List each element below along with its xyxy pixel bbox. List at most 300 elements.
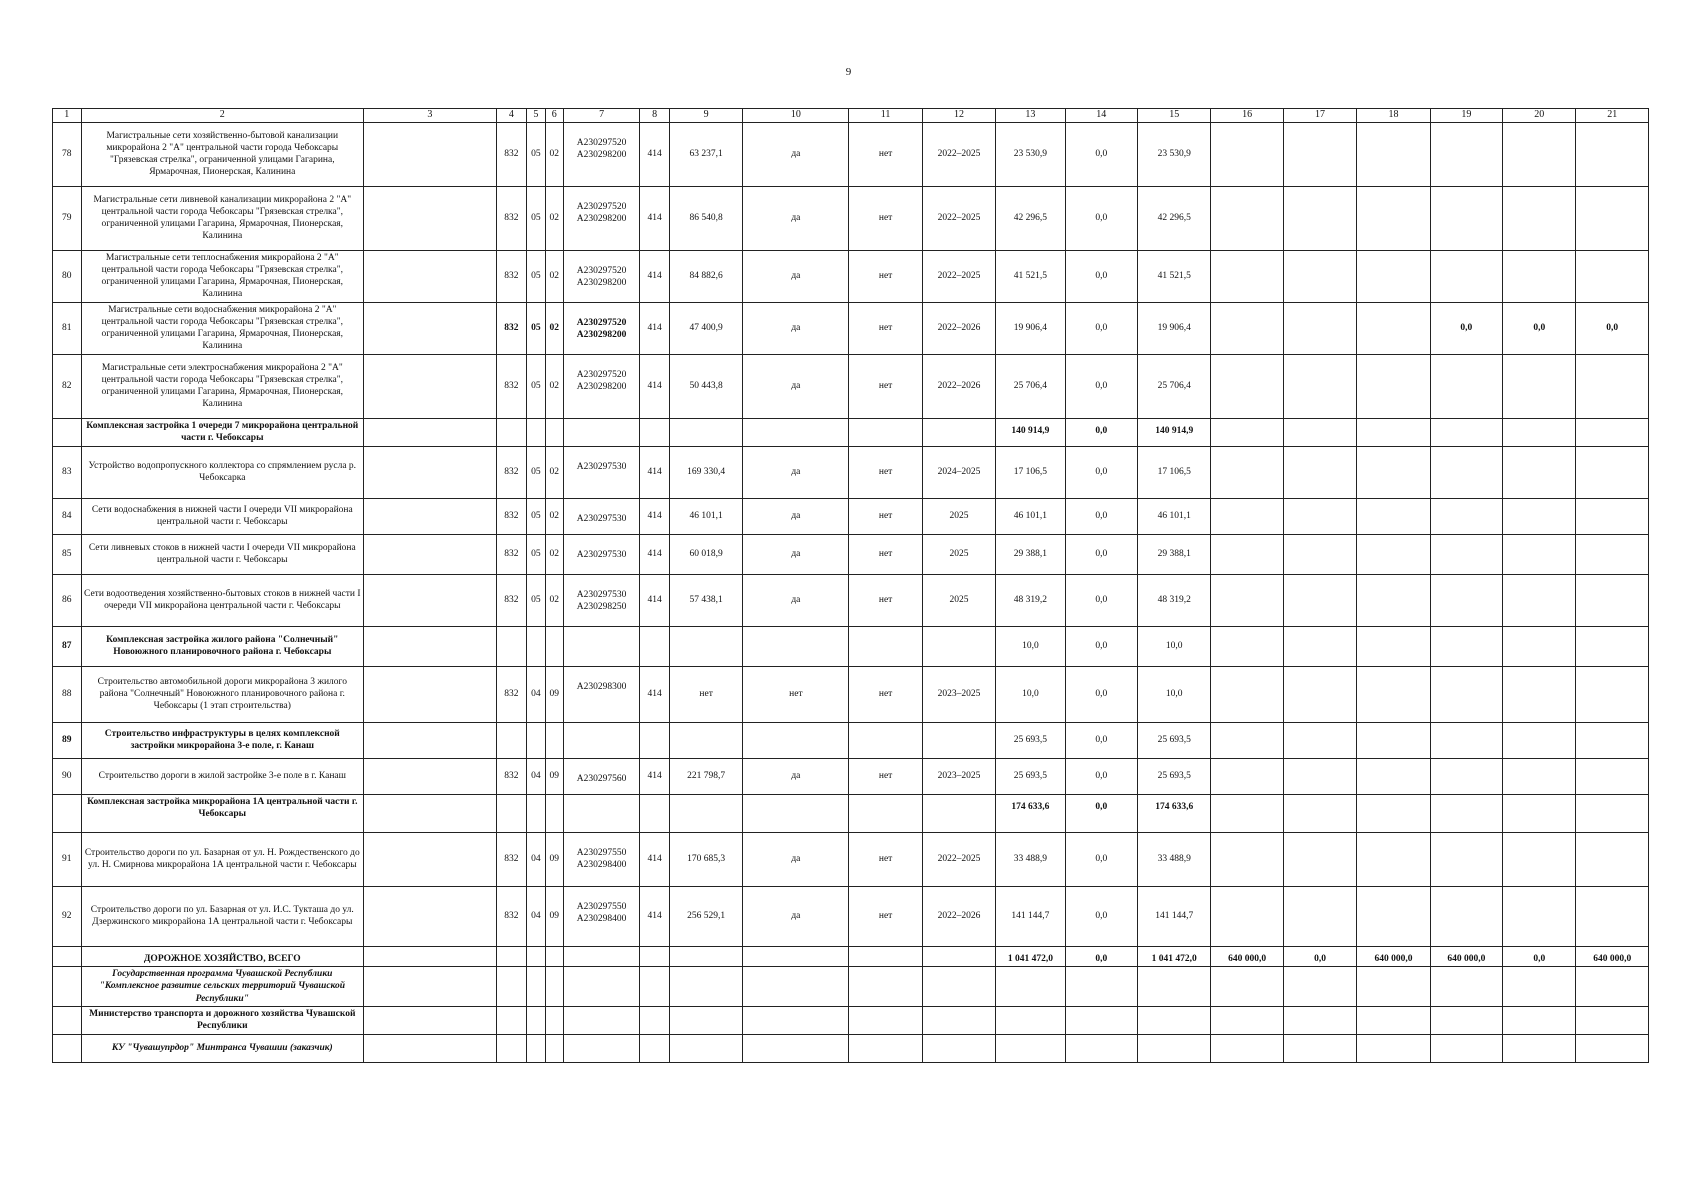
cell-col-8: 414	[640, 832, 670, 886]
cell-col-8: 414	[640, 122, 670, 186]
row-number	[53, 966, 82, 1006]
cell-col-21	[1576, 354, 1649, 418]
cell-col-9	[669, 1006, 742, 1034]
cell-col-14: 0,0	[1065, 794, 1137, 832]
cell-col-14: 0,0	[1065, 498, 1137, 534]
cell-col-6: 02	[545, 574, 563, 626]
cell-col-3	[364, 1006, 497, 1034]
cell-col-20	[1503, 666, 1576, 722]
cell-col-8: 414	[640, 446, 670, 498]
cell-col-20	[1503, 250, 1576, 302]
cell-col-19	[1430, 446, 1502, 498]
cell-col-12	[922, 1034, 995, 1062]
cell-col-5: 05	[527, 122, 545, 186]
row-number: 87	[53, 626, 82, 666]
row-number	[53, 418, 82, 446]
cell-col-16	[1211, 574, 1283, 626]
cell-col-19	[1430, 722, 1502, 758]
cell-col-21	[1576, 722, 1649, 758]
cell-col-21	[1576, 626, 1649, 666]
cell-col-18	[1357, 446, 1430, 498]
cell-col-15: 29 388,1	[1137, 534, 1210, 574]
table-row	[53, 832, 1649, 886]
cell-col-18	[1357, 626, 1430, 666]
cell-col-10: да	[743, 832, 849, 886]
cell-col-18	[1357, 302, 1430, 354]
cell-col-20	[1503, 966, 1576, 1006]
cell-col-14: 0,0	[1065, 722, 1137, 758]
cell-col-15: 48 319,2	[1137, 574, 1210, 626]
cell-col-6: 02	[545, 446, 563, 498]
column-header-2: 2	[81, 109, 363, 123]
cell-col-20	[1503, 1006, 1576, 1034]
cell-col-5: 05	[527, 186, 545, 250]
cell-col-10: да	[743, 446, 849, 498]
cell-col-12: 2023–2025	[922, 666, 995, 722]
cell-col-21	[1576, 250, 1649, 302]
cell-col-15: 41 521,5	[1137, 250, 1210, 302]
row-number	[53, 1034, 82, 1062]
cell-col-12: 2024–2025	[922, 446, 995, 498]
cell-col-17	[1283, 418, 1356, 446]
cell-col-20	[1503, 122, 1576, 186]
cell-col-9	[669, 946, 742, 966]
cell-col-17	[1283, 250, 1356, 302]
cell-col-17	[1283, 832, 1356, 886]
cell-col-4: 832	[496, 666, 527, 722]
cell-col-11	[849, 626, 922, 666]
cell-col-4: 832	[496, 446, 527, 498]
cell-col-16	[1211, 666, 1283, 722]
cell-col-14: 0,0	[1065, 418, 1137, 446]
cell-col-18	[1357, 666, 1430, 722]
cell-col-12	[922, 1006, 995, 1034]
cell-col-8: 414	[640, 666, 670, 722]
cell-col-12: 2022–2026	[922, 354, 995, 418]
cell-col-19	[1430, 758, 1502, 794]
cell-col-15	[1137, 1034, 1210, 1062]
kbk-code: А230297530	[563, 534, 639, 574]
cell-col-3	[364, 354, 497, 418]
object-name: Строительство дороги в жилой застройке 3-е поле в г. Канаш	[81, 758, 363, 794]
cell-col-12: 2022–2026	[922, 302, 995, 354]
cell-col-8	[640, 626, 670, 666]
cell-col-6	[545, 794, 563, 832]
cell-col-3	[364, 626, 497, 666]
kbk-code	[563, 418, 639, 446]
cell-col-17	[1283, 1006, 1356, 1034]
cell-col-17	[1283, 354, 1356, 418]
cell-col-3	[364, 418, 497, 446]
kbk-code: А230298300	[563, 666, 639, 722]
cell-col-3	[364, 946, 497, 966]
cell-col-3	[364, 758, 497, 794]
table-body	[53, 122, 1649, 1062]
cell-col-13: 41 521,5	[996, 250, 1065, 302]
cell-col-5	[527, 1034, 545, 1062]
kbk-code: А230297520 А230298200	[563, 250, 639, 302]
cell-col-11	[849, 946, 922, 966]
column-header-1: 1	[53, 109, 82, 123]
cell-col-10: нет	[743, 666, 849, 722]
cell-col-3	[364, 574, 497, 626]
cell-col-6	[545, 722, 563, 758]
cell-col-14: 0,0	[1065, 534, 1137, 574]
cell-col-11	[849, 1006, 922, 1034]
cell-col-18	[1357, 574, 1430, 626]
cell-col-6: 09	[545, 886, 563, 946]
cell-col-11: нет	[849, 832, 922, 886]
cell-col-6	[545, 1034, 563, 1062]
kbk-code: А230297520 А230298200	[563, 122, 639, 186]
cell-col-3	[364, 886, 497, 946]
cell-col-16	[1211, 122, 1283, 186]
object-name: Магистральные сети электроснабжения микрорайона 2 "А" центральной части города Чебоксары "Грязевская стрелка", ограниченной улицами Гагарина, Ярмарочная, Пионерская, Калинина	[81, 354, 363, 418]
cell-col-16	[1211, 354, 1283, 418]
cell-col-8: 414	[640, 574, 670, 626]
kbk-code: А230297520 А230298200	[563, 354, 639, 418]
cell-col-18	[1357, 122, 1430, 186]
cell-col-20	[1503, 794, 1576, 832]
cell-col-9	[669, 1034, 742, 1062]
cell-col-13: 25 693,5	[996, 758, 1065, 794]
cell-col-16	[1211, 886, 1283, 946]
cell-col-9: 169 330,4	[669, 446, 742, 498]
cell-col-5: 05	[527, 250, 545, 302]
cell-col-15: 10,0	[1137, 626, 1210, 666]
object-name: Строительство дороги по ул. Базарная от ул. Н. Рождественского до ул. Н. Смирнова микрорайона 1А центральной части г. Чебоксары	[81, 832, 363, 886]
table-row	[53, 1006, 1649, 1034]
cell-col-18	[1357, 534, 1430, 574]
cell-col-19	[1430, 498, 1502, 534]
cell-col-4: 832	[496, 574, 527, 626]
cell-col-5	[527, 722, 545, 758]
cell-col-15: 19 906,4	[1137, 302, 1210, 354]
cell-col-15: 1 041 472,0	[1137, 946, 1210, 966]
cell-col-6	[545, 626, 563, 666]
cell-col-8	[640, 1006, 670, 1034]
cell-col-10	[743, 418, 849, 446]
cell-col-16	[1211, 186, 1283, 250]
cell-col-12: 2022–2025	[922, 122, 995, 186]
cell-col-20	[1503, 574, 1576, 626]
cell-col-12: 2022–2026	[922, 886, 995, 946]
cell-col-21	[1576, 666, 1649, 722]
cell-col-14: 0,0	[1065, 626, 1137, 666]
cell-col-21	[1576, 1006, 1649, 1034]
cell-col-4	[496, 946, 527, 966]
row-number	[53, 794, 82, 832]
cell-col-18	[1357, 832, 1430, 886]
cell-col-15: 25 693,5	[1137, 722, 1210, 758]
object-name: Устройство водопропускного коллектора со спрямлением русла р. Чебоксарка	[81, 446, 363, 498]
cell-col-19	[1430, 418, 1502, 446]
cell-col-6: 02	[545, 354, 563, 418]
cell-col-14	[1065, 1006, 1137, 1034]
cell-col-6: 02	[545, 498, 563, 534]
cell-col-8: 414	[640, 886, 670, 946]
table-row	[53, 186, 1649, 250]
kbk-code	[563, 966, 639, 1006]
column-header-11: 11	[849, 109, 922, 123]
table-row	[53, 418, 1649, 446]
column-header-19: 19	[1430, 109, 1502, 123]
cell-col-13: 42 296,5	[996, 186, 1065, 250]
cell-col-5: 05	[527, 534, 545, 574]
cell-col-14: 0,0	[1065, 666, 1137, 722]
cell-col-13: 29 388,1	[996, 534, 1065, 574]
cell-col-6: 02	[545, 250, 563, 302]
column-header-17: 17	[1283, 109, 1356, 123]
cell-col-6: 09	[545, 758, 563, 794]
cell-col-5	[527, 966, 545, 1006]
cell-col-4: 832	[496, 250, 527, 302]
object-name: Сети водоотведения хозяйственно-бытовых стоков в нижней части I очереди VII микрорайона центральной части г. Чебоксары	[81, 574, 363, 626]
cell-col-18	[1357, 354, 1430, 418]
cell-col-8: 414	[640, 186, 670, 250]
row-number: 90	[53, 758, 82, 794]
cell-col-12	[922, 626, 995, 666]
cell-col-18: 640 000,0	[1357, 946, 1430, 966]
cell-col-4: 832	[496, 122, 527, 186]
cell-col-13	[996, 966, 1065, 1006]
cell-col-9: нет	[669, 666, 742, 722]
cell-col-18	[1357, 186, 1430, 250]
object-name: Комплексная застройка микрорайона 1А центральной части г. Чебоксары	[81, 794, 363, 832]
kbk-code: А230297520 А230298200	[563, 302, 639, 354]
cell-col-19	[1430, 1034, 1502, 1062]
column-header-8: 8	[640, 109, 670, 123]
table-row	[53, 886, 1649, 946]
cell-col-15: 25 693,5	[1137, 758, 1210, 794]
cell-col-17: 0,0	[1283, 946, 1356, 966]
cell-col-21	[1576, 574, 1649, 626]
cell-col-19	[1430, 1006, 1502, 1034]
cell-col-17	[1283, 886, 1356, 946]
kbk-code	[563, 1006, 639, 1034]
row-number: 79	[53, 186, 82, 250]
cell-col-11: нет	[849, 186, 922, 250]
cell-col-4	[496, 418, 527, 446]
cell-col-10: да	[743, 122, 849, 186]
cell-col-9: 63 237,1	[669, 122, 742, 186]
cell-col-14: 0,0	[1065, 354, 1137, 418]
cell-col-10: да	[743, 534, 849, 574]
cell-col-9	[669, 966, 742, 1006]
cell-col-8: 414	[640, 534, 670, 574]
cell-col-10: да	[743, 250, 849, 302]
cell-col-12: 2022–2025	[922, 250, 995, 302]
cell-col-16	[1211, 498, 1283, 534]
cell-col-15: 174 633,6	[1137, 794, 1210, 832]
cell-col-19: 0,0	[1430, 302, 1502, 354]
cell-col-20	[1503, 758, 1576, 794]
cell-col-6: 02	[545, 122, 563, 186]
cell-col-4: 832	[496, 302, 527, 354]
cell-col-15: 140 914,9	[1137, 418, 1210, 446]
cell-col-4: 832	[496, 886, 527, 946]
cell-col-5: 04	[527, 886, 545, 946]
cell-col-5	[527, 418, 545, 446]
row-number: 85	[53, 534, 82, 574]
cell-col-20: 0,0	[1503, 946, 1576, 966]
row-number: 81	[53, 302, 82, 354]
cell-col-20	[1503, 534, 1576, 574]
cell-col-4: 832	[496, 186, 527, 250]
cell-col-15: 46 101,1	[1137, 498, 1210, 534]
table-row	[53, 122, 1649, 186]
cell-col-19	[1430, 122, 1502, 186]
cell-col-11: нет	[849, 886, 922, 946]
kbk-code: А230297550 А230298400	[563, 832, 639, 886]
cell-col-16	[1211, 1006, 1283, 1034]
cell-col-12: 2025	[922, 574, 995, 626]
row-number: 92	[53, 886, 82, 946]
cell-col-16	[1211, 966, 1283, 1006]
object-name: Магистральные сети хозяйственно-бытовой канализации микрорайона 2 "А" центральной части города Чебоксары "Грязевская стрелка", ограниченной улицами Гагарина, Ярмарочная, Пионерская, Калинина	[81, 122, 363, 186]
cell-col-18	[1357, 886, 1430, 946]
cell-col-18	[1357, 722, 1430, 758]
cell-col-6: 02	[545, 186, 563, 250]
cell-col-4: 832	[496, 832, 527, 886]
table-row	[53, 1034, 1649, 1062]
cell-col-12	[922, 722, 995, 758]
cell-col-13: 10,0	[996, 666, 1065, 722]
table-row	[53, 446, 1649, 498]
cell-col-5	[527, 794, 545, 832]
cell-col-8	[640, 418, 670, 446]
cell-col-4: 832	[496, 758, 527, 794]
object-name: Строительство инфраструктуры в целях комплексной застройки микрорайона 3-е поле, г. Канаш	[81, 722, 363, 758]
cell-col-10	[743, 626, 849, 666]
object-name: Комплексная застройка 1 очереди 7 микрорайона центральной части г. Чебоксары	[81, 418, 363, 446]
cell-col-10: да	[743, 302, 849, 354]
kbk-code: А230297530	[563, 498, 639, 534]
kbk-code: А230297550 А230298400	[563, 886, 639, 946]
cell-col-13: 23 530,9	[996, 122, 1065, 186]
cell-col-6: 09	[545, 666, 563, 722]
cell-col-8	[640, 722, 670, 758]
cell-col-14: 0,0	[1065, 574, 1137, 626]
cell-col-13: 140 914,9	[996, 418, 1065, 446]
row-number	[53, 946, 82, 966]
cell-col-3	[364, 302, 497, 354]
cell-col-20	[1503, 626, 1576, 666]
cell-col-15: 17 106,5	[1137, 446, 1210, 498]
cell-col-20	[1503, 446, 1576, 498]
cell-col-18	[1357, 966, 1430, 1006]
cell-col-16	[1211, 534, 1283, 574]
cell-col-14: 0,0	[1065, 250, 1137, 302]
column-header-16: 16	[1211, 109, 1283, 123]
cell-col-19: 640 000,0	[1430, 946, 1502, 966]
object-name: Магистральные сети ливневой канализации микрорайона 2 "А" центральной части города Чебоксары "Грязевская стрелка", ограниченной улицами Гагарина, Ярмарочная, Пионерская, Калинина	[81, 186, 363, 250]
cell-col-9	[669, 418, 742, 446]
kbk-code: А230297530 А230298250	[563, 574, 639, 626]
cell-col-5: 05	[527, 354, 545, 418]
cell-col-17	[1283, 498, 1356, 534]
cell-col-4	[496, 1034, 527, 1062]
cell-col-3	[364, 794, 497, 832]
cell-col-12	[922, 794, 995, 832]
cell-col-13: 48 319,2	[996, 574, 1065, 626]
cell-col-9	[669, 722, 742, 758]
cell-col-9: 60 018,9	[669, 534, 742, 574]
cell-col-17	[1283, 574, 1356, 626]
cell-col-14	[1065, 966, 1137, 1006]
row-number: 86	[53, 574, 82, 626]
object-name: Сети ливневых стоков в нижней части I очереди VII микрорайона центральной части г. Чебоксары	[81, 534, 363, 574]
cell-col-14: 0,0	[1065, 886, 1137, 946]
cell-col-16	[1211, 250, 1283, 302]
cell-col-17	[1283, 1034, 1356, 1062]
cell-col-13: 174 633,6	[996, 794, 1065, 832]
cell-col-21	[1576, 446, 1649, 498]
cell-col-5: 05	[527, 302, 545, 354]
cell-col-18	[1357, 794, 1430, 832]
cell-col-10	[743, 966, 849, 1006]
cell-col-9: 86 540,8	[669, 186, 742, 250]
cell-col-20	[1503, 498, 1576, 534]
cell-col-11	[849, 1034, 922, 1062]
cell-col-13: 19 906,4	[996, 302, 1065, 354]
cell-col-18	[1357, 498, 1430, 534]
cell-col-3	[364, 498, 497, 534]
table-row	[53, 354, 1649, 418]
cell-col-12: 2022–2025	[922, 832, 995, 886]
cell-col-14: 0,0	[1065, 122, 1137, 186]
cell-col-19	[1430, 534, 1502, 574]
cell-col-15: 10,0	[1137, 666, 1210, 722]
table-row	[53, 250, 1649, 302]
row-number: 80	[53, 250, 82, 302]
cell-col-6	[545, 1006, 563, 1034]
cell-col-11	[849, 722, 922, 758]
cell-col-10	[743, 794, 849, 832]
cell-col-19	[1430, 626, 1502, 666]
cell-col-6: 02	[545, 302, 563, 354]
cell-col-15: 23 530,9	[1137, 122, 1210, 186]
object-name: Государственная программа Чувашской Республики "Комплексное развитие сельских территорий Чувашской Республики"	[81, 966, 363, 1006]
cell-col-16	[1211, 832, 1283, 886]
column-header-4: 4	[496, 109, 527, 123]
cell-col-8: 414	[640, 758, 670, 794]
cell-col-19	[1430, 832, 1502, 886]
cell-col-14: 0,0	[1065, 758, 1137, 794]
cell-col-21	[1576, 498, 1649, 534]
cell-col-13: 141 144,7	[996, 886, 1065, 946]
cell-col-3	[364, 446, 497, 498]
cell-col-6: 09	[545, 832, 563, 886]
cell-col-3	[364, 722, 497, 758]
row-number: 91	[53, 832, 82, 886]
column-header-7: 7	[563, 109, 639, 123]
cell-col-11: нет	[849, 666, 922, 722]
cell-col-8: 414	[640, 250, 670, 302]
cell-col-13: 10,0	[996, 626, 1065, 666]
cell-col-9	[669, 626, 742, 666]
cell-col-21	[1576, 758, 1649, 794]
cell-col-11	[849, 418, 922, 446]
cell-col-6	[545, 418, 563, 446]
cell-col-13: 17 106,5	[996, 446, 1065, 498]
cell-col-14: 0,0	[1065, 186, 1137, 250]
cell-col-13	[996, 1034, 1065, 1062]
column-header-20: 20	[1503, 109, 1576, 123]
cell-col-10	[743, 722, 849, 758]
cell-col-16	[1211, 446, 1283, 498]
table-row	[53, 534, 1649, 574]
